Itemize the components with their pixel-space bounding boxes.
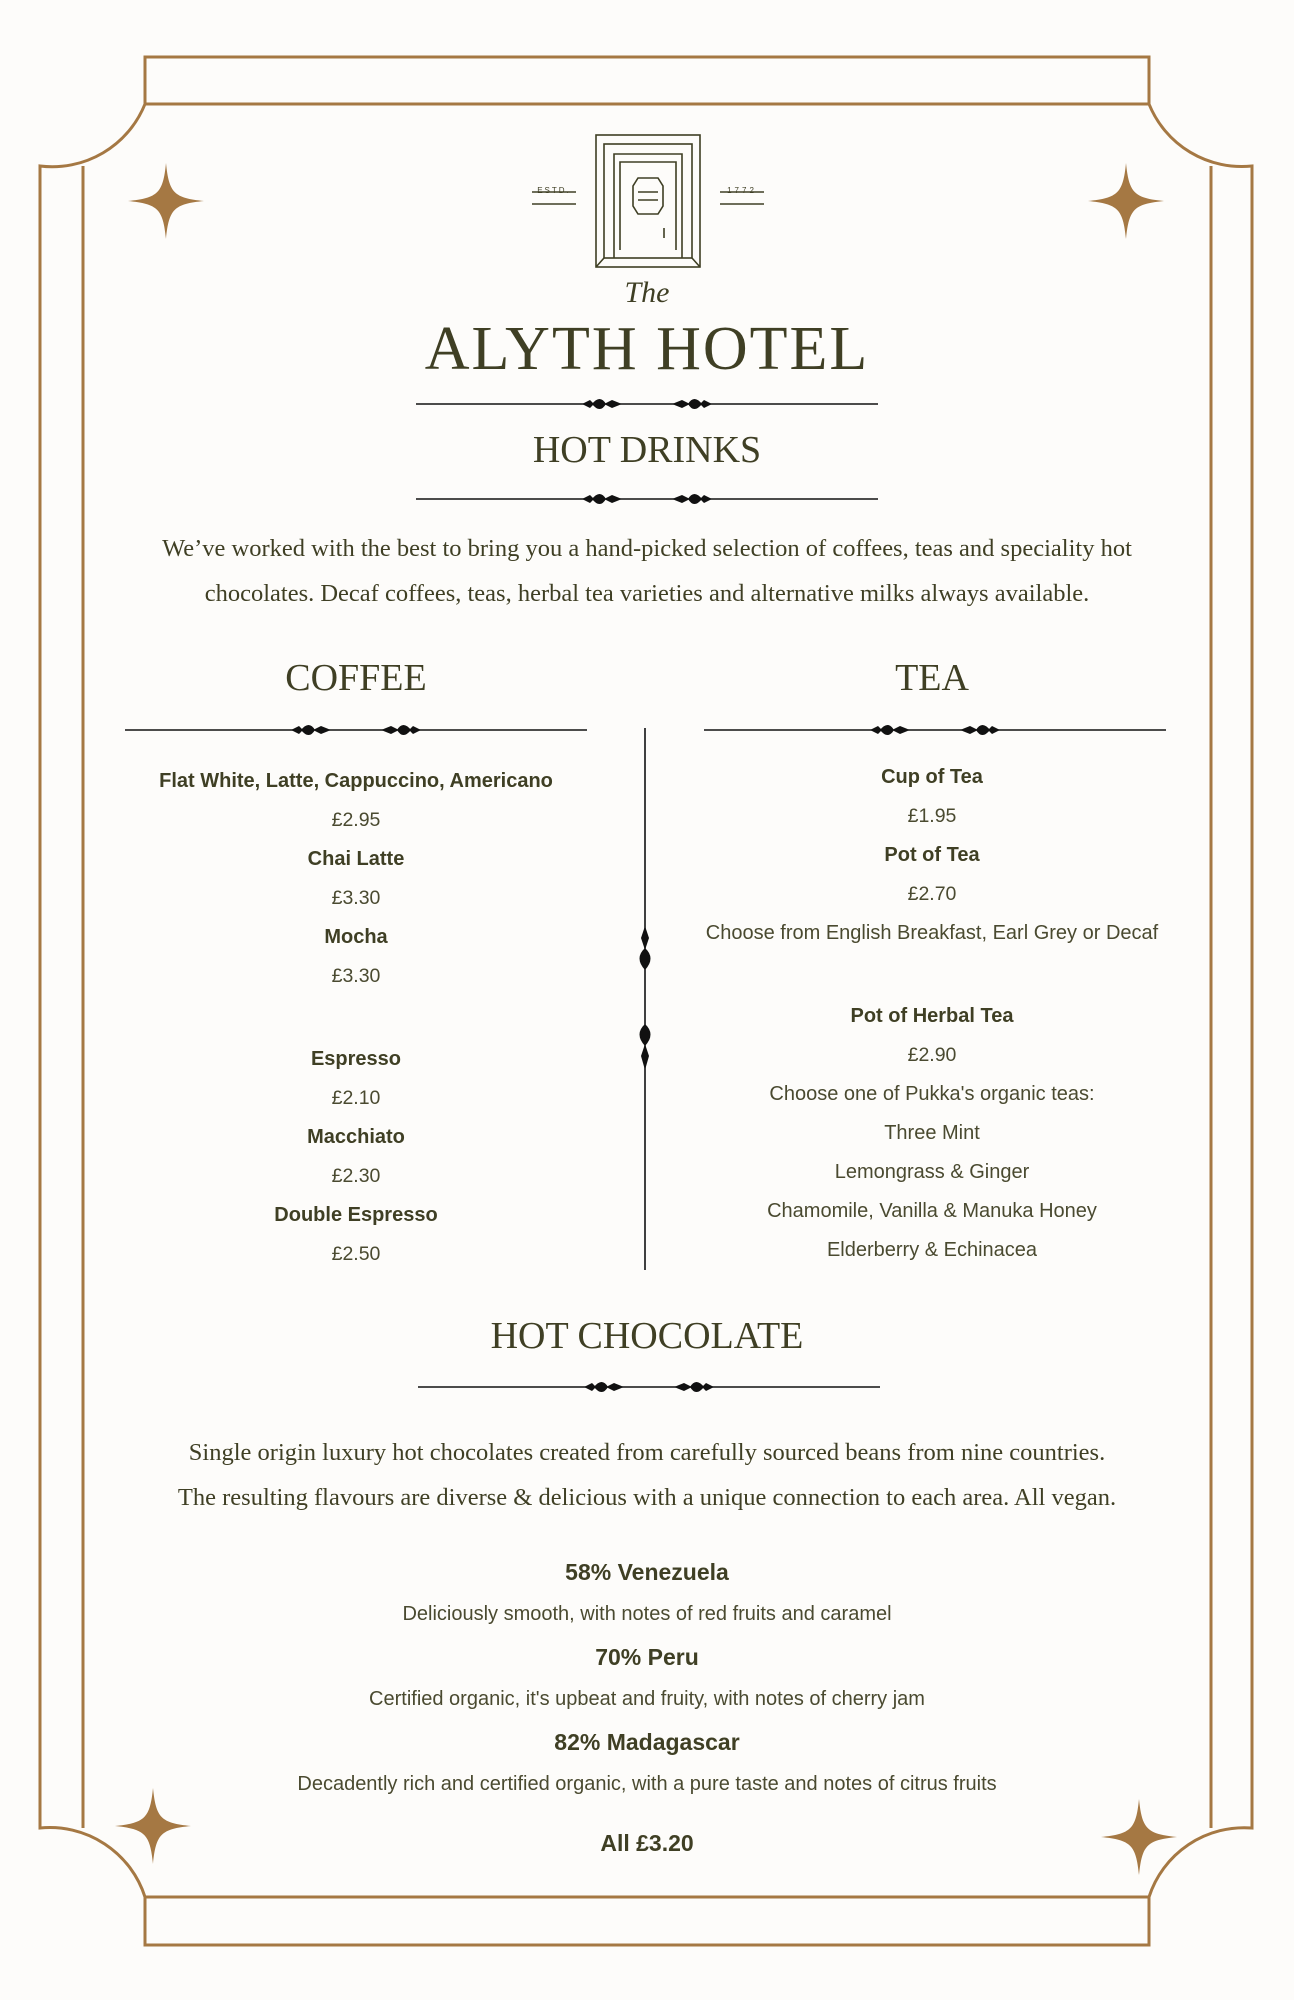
item-description: Decadently rich and certified organic, with a pure taste and notes of citrus fruits [297,1773,997,1795]
item-price: £2.10 [331,1087,381,1109]
coffee-item [126,1196,586,1274]
hot-chocolate-list [0,1551,1294,1806]
herbal-variety: Elderberry & Echinacea [826,1239,1038,1261]
item-name: Double Espresso [274,1204,438,1226]
tea-title: TEA [895,657,969,699]
tea-choose-note: Choose from English Breakfast, Earl Grey or Decaf [705,922,1159,944]
item-description: Deliciously smooth, with notes of red fruits and caramel [402,1603,892,1625]
item-name: Flat White, Latte, Cappuccino, Americano [159,770,553,792]
item-name: 70% Peru [595,1644,699,1670]
ornament-divider [125,718,587,742]
item-price: £2.50 [331,1243,381,1265]
item-name: 82% Madagascar [554,1729,740,1755]
hot-chocolate-intro-line: The resulting flavours are diverse & delicious with a unique connection to each area. All vegan. [177,1484,1117,1511]
item-description: Certified organic, it's upbeat and fruity, with notes of cherry jam [369,1688,925,1710]
hotel-name: ALYTH HOTEL [424,315,870,383]
item-price: £3.30 [331,965,381,987]
coffee-title: COFFEE [285,657,427,699]
item-price: £2.70 [907,883,957,905]
hot-chocolate-intro-line: Single origin luxury hot chocolates created from carefully sourced beans from nine countries. [188,1439,1106,1466]
coffee-item [126,840,586,918]
herbal-variety: Lemongrass & Ginger [834,1161,1030,1183]
item-name: Pot of Tea [884,844,980,866]
herbal-variety: Three Mint [884,1122,980,1144]
item-name: Pot of Herbal Tea [850,1005,1014,1027]
ornament-divider [416,487,878,511]
hot-chocolate-item [0,1636,1294,1721]
ornament-divider [704,718,1166,742]
hot-chocolate-intro [100,1430,1194,1520]
item-price: £2.90 [907,1044,957,1066]
estd-year: 1772 [727,186,757,195]
coffee-item [126,762,586,840]
item-name: Mocha [324,926,388,948]
herbal-note: Choose one of Pukka's organic teas: [769,1083,1095,1105]
tea-item [672,997,1192,1075]
hot-chocolate-title: HOT CHOCOLATE [490,1315,804,1357]
item-name: Chai Latte [307,848,405,870]
coffee-list [126,762,586,1274]
estd-label: ESTD. [537,186,571,195]
item-name: 58% Venezuela [565,1559,729,1585]
page-title: HOT DRINKS [532,429,762,471]
star-ornament-icon [1086,161,1166,241]
item-name: Cup of Tea [881,766,983,788]
intro-text: We’ve worked with the best to bring you a hand-picked selection of coffees, teas and speciality hot chocolates. Decaf coffees, teas, herbal tea varieties and alternative milks always available. [162,535,1132,607]
tea-list [672,758,1192,1270]
item-name: Macchiato [307,1126,405,1148]
hot-chocolate-item [0,1721,1294,1806]
hot-chocolate-item [0,1551,1294,1636]
coffee-item [126,1040,586,1118]
hot-chocolate-price: All £3.20 [600,1830,694,1856]
item-name: Espresso [310,1048,402,1070]
coffee-item [126,918,586,996]
tea-item [672,758,1192,836]
column-divider [634,728,656,1270]
item-price: £2.30 [331,1165,381,1187]
herbal-variety: Chamomile, Vanilla & Manuka Honey [767,1200,1097,1222]
item-price: £2.95 [331,809,381,831]
item-price: £1.95 [907,805,957,827]
hotel-logo [532,130,764,276]
ornament-divider [416,392,878,416]
tea-item [672,836,1192,914]
ornament-divider [418,1375,880,1399]
item-price: £3.30 [331,887,381,909]
star-ornament-icon [126,161,206,241]
coffee-item [126,1118,586,1196]
hotel-article: The [624,276,670,309]
